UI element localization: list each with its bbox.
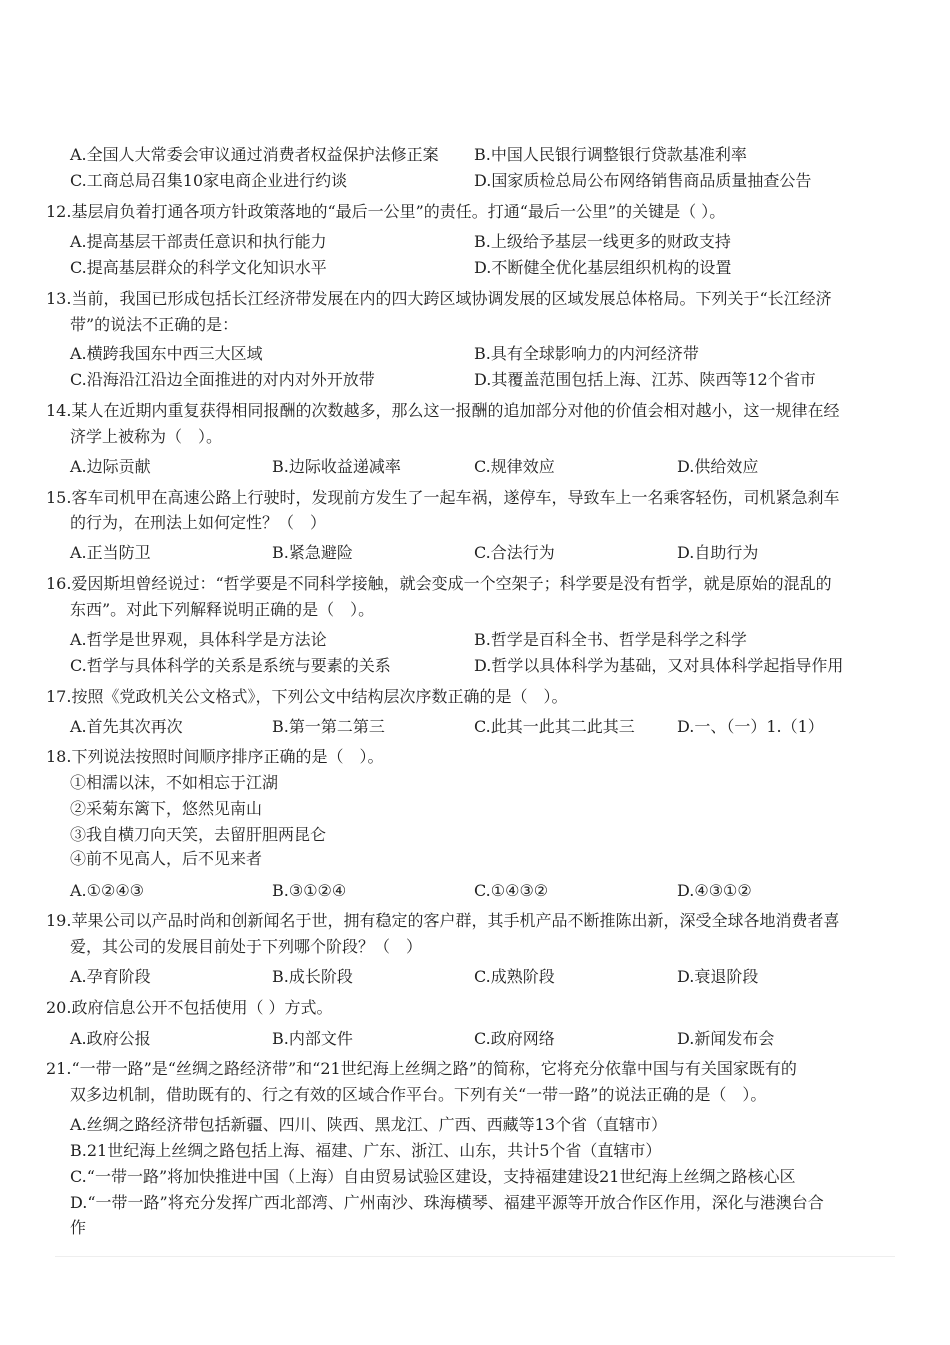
q21-option-b: B.21世纪海上丝绸之路包括上海、福建、广东、浙江、山东，共计5个省（直辖市） [70, 1141, 662, 1160]
q18-option-c: C.①④③② [474, 881, 549, 900]
q20-option-a: A.政府公报 [70, 1029, 151, 1048]
q14-stem-line1: 14.某人在近期内重复获得相同报酬的次数越多，那么这一报酬的追加部分对他的价值会相对越小，这一规律在经 [46, 401, 840, 420]
q21-option-d-line2: 作 [70, 1218, 87, 1237]
q12-stem: 12.基层肩负着打通各项方针政策落地的“最后一公里”的责任。打通“最后一公里”的关键是（ ）。 [46, 202, 726, 221]
q19-option-b: B.成长阶段 [272, 967, 353, 986]
q16-option-b: B.哲学是百科全书、哲学是科学之科学 [474, 630, 747, 649]
q17-option-c: C.此其一此其二此其三 [474, 717, 635, 736]
q19-option-d: D.衰退阶段 [677, 967, 759, 986]
q20-stem: 20.政府信息公开不包括使用（ ）方式。 [46, 998, 333, 1017]
q11-option-b: B.中国人民银行调整银行贷款基准利率 [474, 145, 747, 164]
q15-stem-line1: 15.客车司机甲在高速公路上行驶时，发现前方发生了一起车祸，遂停车，导致车上一名乘客轻伤，司机紧急刹车 [46, 488, 840, 507]
q13-option-b: B.具有全球影响力的内河经济带 [474, 344, 699, 363]
q12-option-b: B.上级给予基层一线更多的财政支持 [474, 232, 731, 251]
q19-stem-line1: 19.苹果公司以产品时尚和创新闻名于世，拥有稳定的客户群，其手机产品不断推陈出新，深受全球各地消费者喜 [46, 911, 840, 930]
q18-item: ③我自横刀向天笑，去留肝胆两昆仑 [70, 825, 327, 844]
q16-option-c: C.哲学与具体科学的关系是系统与要素的关系 [70, 656, 391, 675]
q13-option-a: A.横跨我国东中西三大区域 [70, 344, 263, 363]
q21-option-a: A.丝绸之路经济带包括新疆、四川、陕西、黑龙江、广西、西藏等13个省（直辖市） [70, 1115, 668, 1134]
q14-option-b: B.边际收益递减率 [272, 457, 401, 476]
q12-option-c: C.提高基层群众的科学文化知识水平 [70, 258, 327, 277]
q17-option-b: B.第一第二第三 [272, 717, 385, 736]
q18-option-d: D.④③①② [677, 881, 752, 900]
q21-stem-line2: 双多边机制，借助既有的、行之有效的区域合作平台。下列有关“一带一路”的说法正确的是（ ）。 [70, 1085, 767, 1104]
q16-stem-line1: 16.爱因斯坦曾经说过：“哲学要是不同科学接触，就会变成一个空架子；科学要是没有哲学，就是原始的混乱的 [46, 574, 832, 593]
q18-item: ②采菊东篱下，悠然见南山 [70, 799, 263, 818]
q14-option-c: C.规律效应 [474, 457, 555, 476]
q11-option-a: A.全国人大常委会审议通过消费者权益保护法修正案 [70, 145, 439, 164]
q13-stem-line2: 带”的说法不正确的是： [70, 315, 239, 334]
q17-option-a: A.首先其次再次 [70, 717, 183, 736]
q18-item: ④前不见高人，后不见来者 [70, 849, 263, 868]
q21-option-d-line1: D.“一带一路”将充分发挥广西北部湾、广州南沙、珠海横琴、福建平源等开放合作区作用，深化与港澳台合 [70, 1193, 824, 1212]
q21-option-c: C.“一带一路”将加快推进中国（上海）自由贸易试验区建设，支持福建建设21世纪海上丝绸之路核心区 [70, 1167, 796, 1186]
q15-option-b: B.紧急避险 [272, 543, 353, 562]
q15-stem-line2: 的行为，在刑法上如何定性？（ ） [70, 513, 327, 532]
q18-stem: 18.下列说法按照时间顺序排序正确的是（ ）。 [46, 747, 384, 766]
q12-option-a: A.提高基层干部责任意识和执行能力 [70, 232, 327, 251]
q21-stem-line1: 21.“一带一路”是“丝绸之路经济带”和“21世纪海上丝绸之路”的简称，它将充分依靠中国与有关国家既有的 [46, 1059, 797, 1078]
q18-option-b: B.③①②④ [272, 881, 347, 900]
q19-option-a: A.孕育阶段 [70, 967, 151, 986]
q19-stem-line2: 爱，其公司的发展目前处于下列哪个阶段？（ ） [70, 937, 423, 956]
q13-option-d: D.其覆盖范围包括上海、江苏、陕西等12个省市 [474, 370, 816, 389]
q14-option-d: D.供给效应 [677, 457, 759, 476]
q20-option-c: C.政府网络 [474, 1029, 555, 1048]
q15-option-c: C.合法行为 [474, 543, 555, 562]
q18-item: ①相濡以沫，不如相忘于江湖 [70, 773, 279, 792]
q13-stem-line1: 13.当前，我国已形成包括长江经济带发展在内的四大跨区域协调发展的区域发展总体格局。下列关于“长江经济 [46, 289, 832, 308]
q15-option-d: D.自助行为 [677, 543, 759, 562]
q18-option-a: A.①②④③ [70, 881, 145, 900]
q16-stem-line2: 东西”。对此下列解释说明正确的是（ ）。 [70, 600, 375, 619]
q16-option-a: A.哲学是世界观，具体科学是方法论 [70, 630, 327, 649]
q20-option-b: B.内部文件 [272, 1029, 353, 1048]
q13-option-c: C.沿海沿江沿边全面推进的对内对外开放带 [70, 370, 375, 389]
q11-option-c: C.工商总局召集10家电商企业进行约谈 [70, 171, 348, 190]
q17-option-d: D.一、（一）1.（1） [677, 717, 824, 736]
q16-option-d: D.哲学以具体科学为基础，又对具体科学起指导作用 [474, 656, 844, 675]
q14-option-a: A.边际贡献 [70, 457, 151, 476]
q11-option-d: D.国家质检总局公布网络销售商品质量抽查公告 [474, 171, 812, 190]
q12-option-d: D.不断健全优化基层组织机构的设置 [474, 258, 732, 277]
q19-option-c: C.成熟阶段 [474, 967, 555, 986]
q20-option-d: D.新闻发布会 [677, 1029, 775, 1048]
q14-stem-line2: 济学上被称为（ ）。 [70, 427, 223, 446]
q15-option-a: A.正当防卫 [70, 543, 151, 562]
q17-stem: 17.按照《党政机关公文格式》，下列公文中结构层次序数正确的是（ ）。 [46, 687, 568, 706]
page-bottom-divider [55, 1256, 895, 1257]
